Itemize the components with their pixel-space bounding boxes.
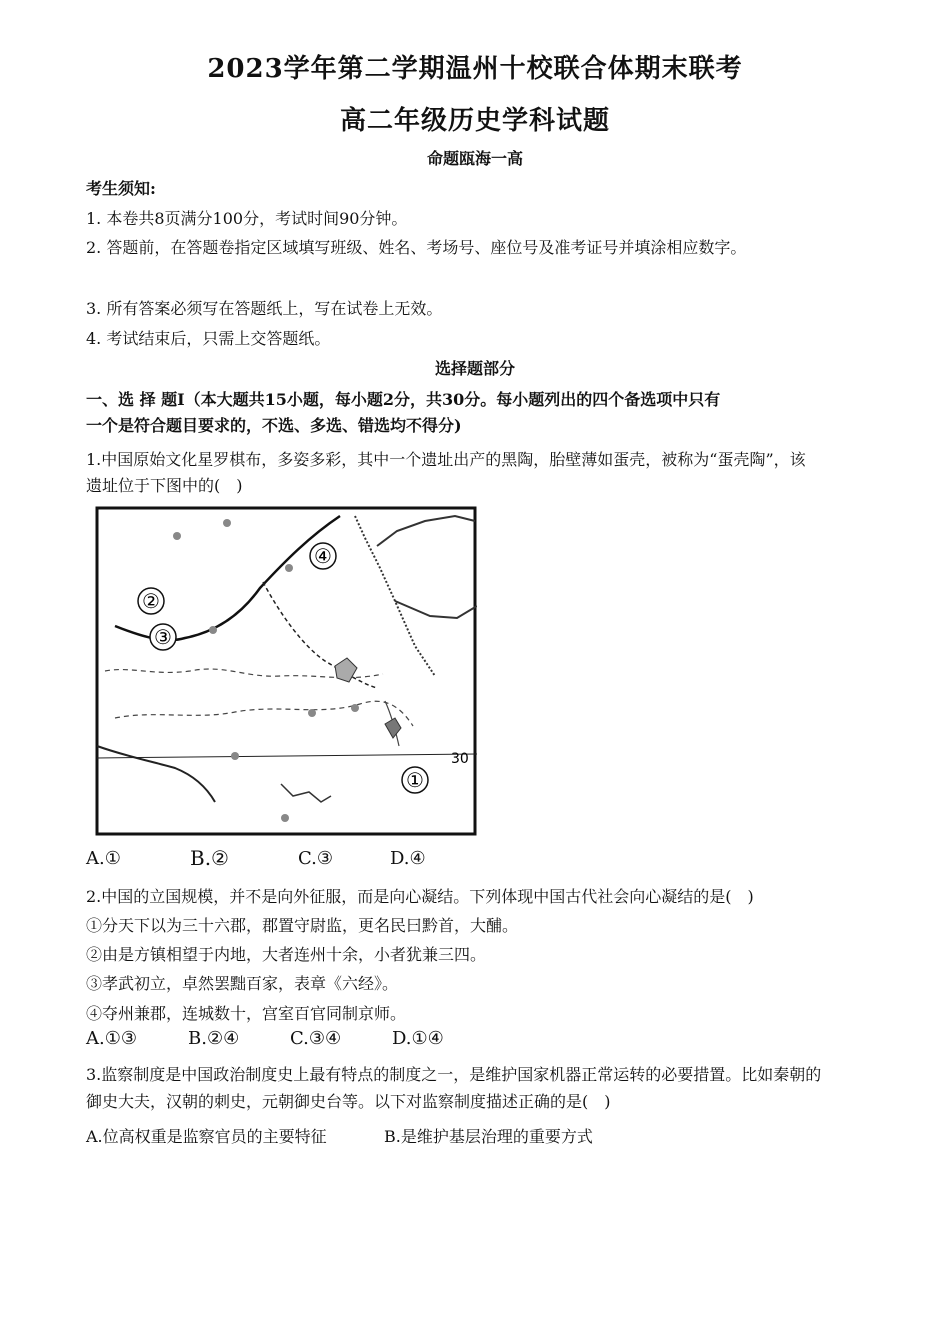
map-label-1: ① xyxy=(406,768,424,792)
map-label-3: ③ xyxy=(154,625,172,649)
q1-option-a[interactable]: A.① xyxy=(86,848,121,869)
q2-stem: 2.中国的立国规模，并不是向外征服，而是向心凝结。下列体现中国古代社会向心凝结的是( ) xyxy=(86,887,754,906)
notice-item-3: 3. 所有答案必须写在答题纸上，写在试卷上无效。 xyxy=(86,299,443,318)
q3-option-a[interactable]: A.位高权重是监察官员的主要特征 xyxy=(86,1127,327,1146)
notice-item-4: 4. 考试结束后，只需上交答题纸。 xyxy=(86,329,331,348)
q3-option-b[interactable]: B.是维护基层治理的重要方式 xyxy=(384,1127,593,1146)
q2-item-1: ①分天下以为三十六郡，郡置守尉监，更名民曰黔首，大酺。 xyxy=(86,916,519,935)
notice-item-1: 1. 本卷共8页满分100分，考试时间90分钟。 xyxy=(86,209,408,228)
q1-map xyxy=(95,506,477,836)
q2-item-4: ④夺州兼郡，连城数十，宫室百官同制京师。 xyxy=(86,1004,407,1023)
q2-item-2: ②由是方镇相望于内地，大者连州十余，小者犹兼三四。 xyxy=(86,945,487,964)
exam-title: 2023学年第二学期温州十校联合体期末联考 xyxy=(207,54,743,84)
q2-option-a[interactable]: A.①③ xyxy=(86,1028,137,1049)
notice-item-2: 2. 答题前，在答题卷指定区域填写班级、姓名、考场号、座位号及准考证号并填涂相应数字。 xyxy=(86,238,747,257)
q2-option-c[interactable]: C.③④ xyxy=(290,1028,342,1049)
q1-option-c[interactable]: C.③ xyxy=(298,848,333,869)
q2-option-b[interactable]: B.②④ xyxy=(188,1028,240,1049)
section-instruction-1: 一、选 择 题I（本大题共15小题，每小题2分，共30分。每小题列出的四个备选项中只有 xyxy=(86,390,721,409)
notice-heading: 考生须知: xyxy=(86,179,156,198)
q1-stem-line2: 遗址位于下图中的( ) xyxy=(86,476,243,495)
map-latitude-30: 30 xyxy=(451,751,469,767)
map-label-4: ④ xyxy=(314,544,332,568)
q2-item-3: ③孝武初立，卓然罢黜百家，表章《六经》。 xyxy=(86,974,399,993)
map-label-2: ② xyxy=(142,589,160,613)
section-instruction-2: 一个是符合题目要求的，不选、多选、错选均不得分) xyxy=(86,416,462,435)
q2-option-d[interactable]: D.①④ xyxy=(392,1028,444,1049)
exam-author: 命题瓯海一高 xyxy=(426,149,523,168)
section-title: 选择题部分 xyxy=(434,359,515,378)
exam-subtitle: 高二年级历史学科试题 xyxy=(339,106,610,136)
q1-stem-line1: 1.中国原始文化星罗棋布，多姿多彩，其中一个遗址出产的黑陶，胎壁薄如蛋壳，被称为“蛋壳陶”，该 xyxy=(86,450,806,469)
q1-option-b[interactable]: B.② xyxy=(190,846,229,870)
q3-stem-line2: 御史大夫，汉朝的刺史，元朝御史台等。以下对监察制度描述正确的是( ) xyxy=(86,1092,611,1111)
q3-stem-line1: 3.监察制度是中国政治制度史上最有特点的制度之一，是维护国家机器正常运转的必要措置。比如秦朝的 xyxy=(86,1065,822,1084)
q1-option-d[interactable]: D.④ xyxy=(390,848,426,869)
